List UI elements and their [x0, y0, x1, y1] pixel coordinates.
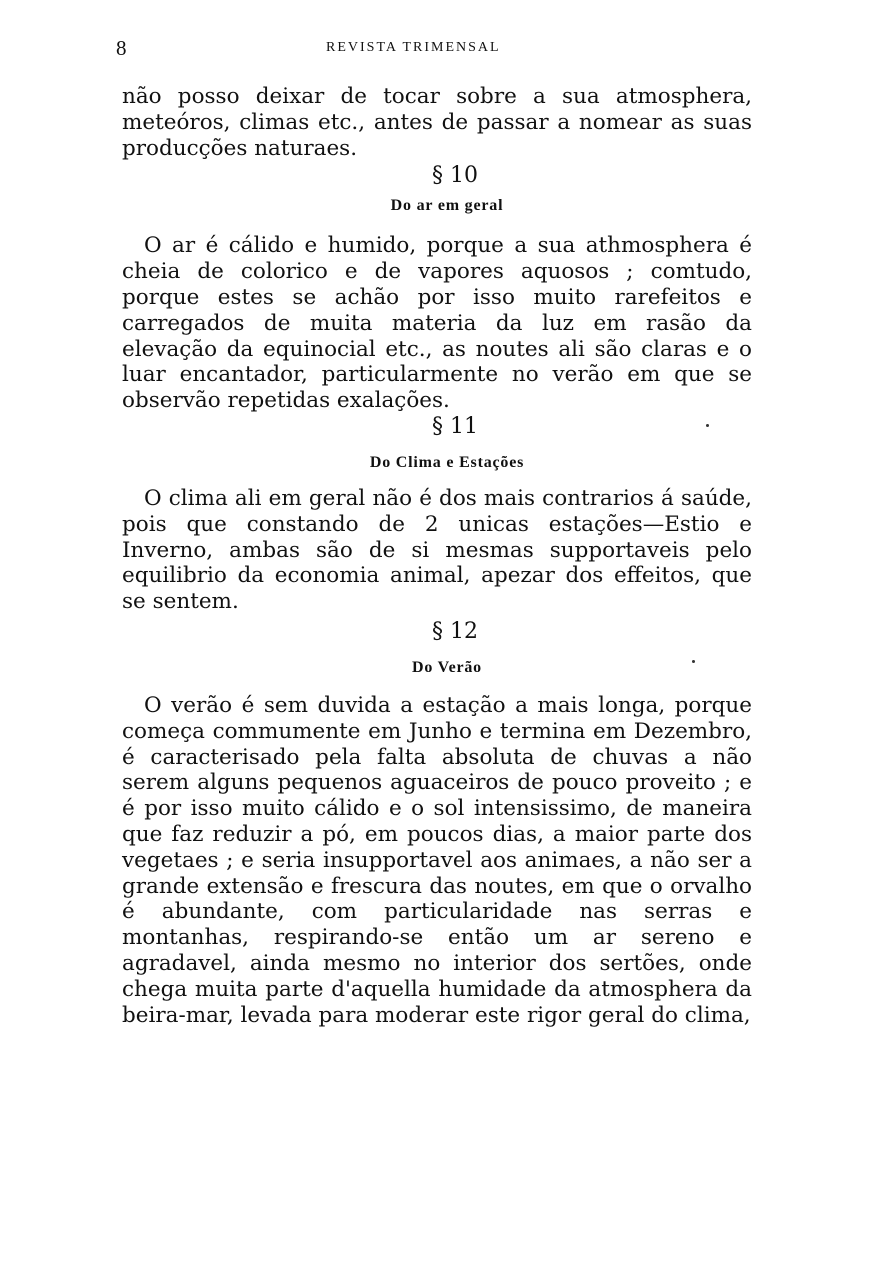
- journal-title: REVISTA TRIMENSAL: [326, 40, 501, 55]
- section-12-title: Do Verão: [412, 658, 482, 676]
- intro-paragraph: não posso deixar de tocar sobre a sua atmosphera, meteóros, climas etc., antes de passar a nomear as suas producções naturaes.: [122, 84, 752, 161]
- running-head: [112, 36, 752, 62]
- section-10-mark: § 10: [432, 163, 478, 189]
- section-12-mark: § 12: [432, 618, 478, 644]
- body-text: [122, 84, 752, 1028]
- page-number: 8: [116, 36, 127, 60]
- section-12-paragraph: O verão é sem duvida a estação a mais longa, porque começa commumente em Junho e termina em Dezembro, é caracterisado pela falta absoluta de chuvas a não serem alguns pequenos aguaceiros de pouco proveito ; e é por isso muito cálido e o sol intensissimo, de maneira que faz reduzir a pó, em poucos dias, a maior parte dos vegetaes ; e seria insupportavel aos animaes, a não ser a grande extensão e frescura das noutes, em que o orvalho é abundante, com particularidade nas serras e montanhas, respirando-se então um ar sereno e agradavel, ainda mesmo no interior dos sertões, onde chega muita parte d'aquella humidade da atmosphera da beira-mar, levada para moderar este rigor geral do clima,: [122, 692, 752, 1028]
- section-10-paragraph: O ar é cálido e humido, porque a sua athmosphera é cheia de colorico e de vapores aquosos ; comtudo, porque estes se achão por isso muito rarefeitos e carregados de muita materia da luz em rasão da elevação da equinocial etc., as noutes ali são claras e o luar encantador, particularmente no verão em que se observão repetidas exalações.: [122, 233, 752, 414]
- scan-speck: [692, 660, 695, 663]
- section-11-paragraph: O clima ali em geral não é dos mais contrarios á saúde, pois que constando de 2 unicas estações—Estio e Inverno, ambas são de si mesmas supportaveis pelo equilibrio da economia animal, apezar dos effeitos, que se sentem.: [122, 485, 752, 615]
- section-11-title: Do Clima e Estações: [369, 453, 525, 471]
- scan-speck: [706, 424, 709, 427]
- section-11-mark: § 11: [432, 413, 478, 439]
- section-10-title: Do ar em geral: [390, 197, 504, 215]
